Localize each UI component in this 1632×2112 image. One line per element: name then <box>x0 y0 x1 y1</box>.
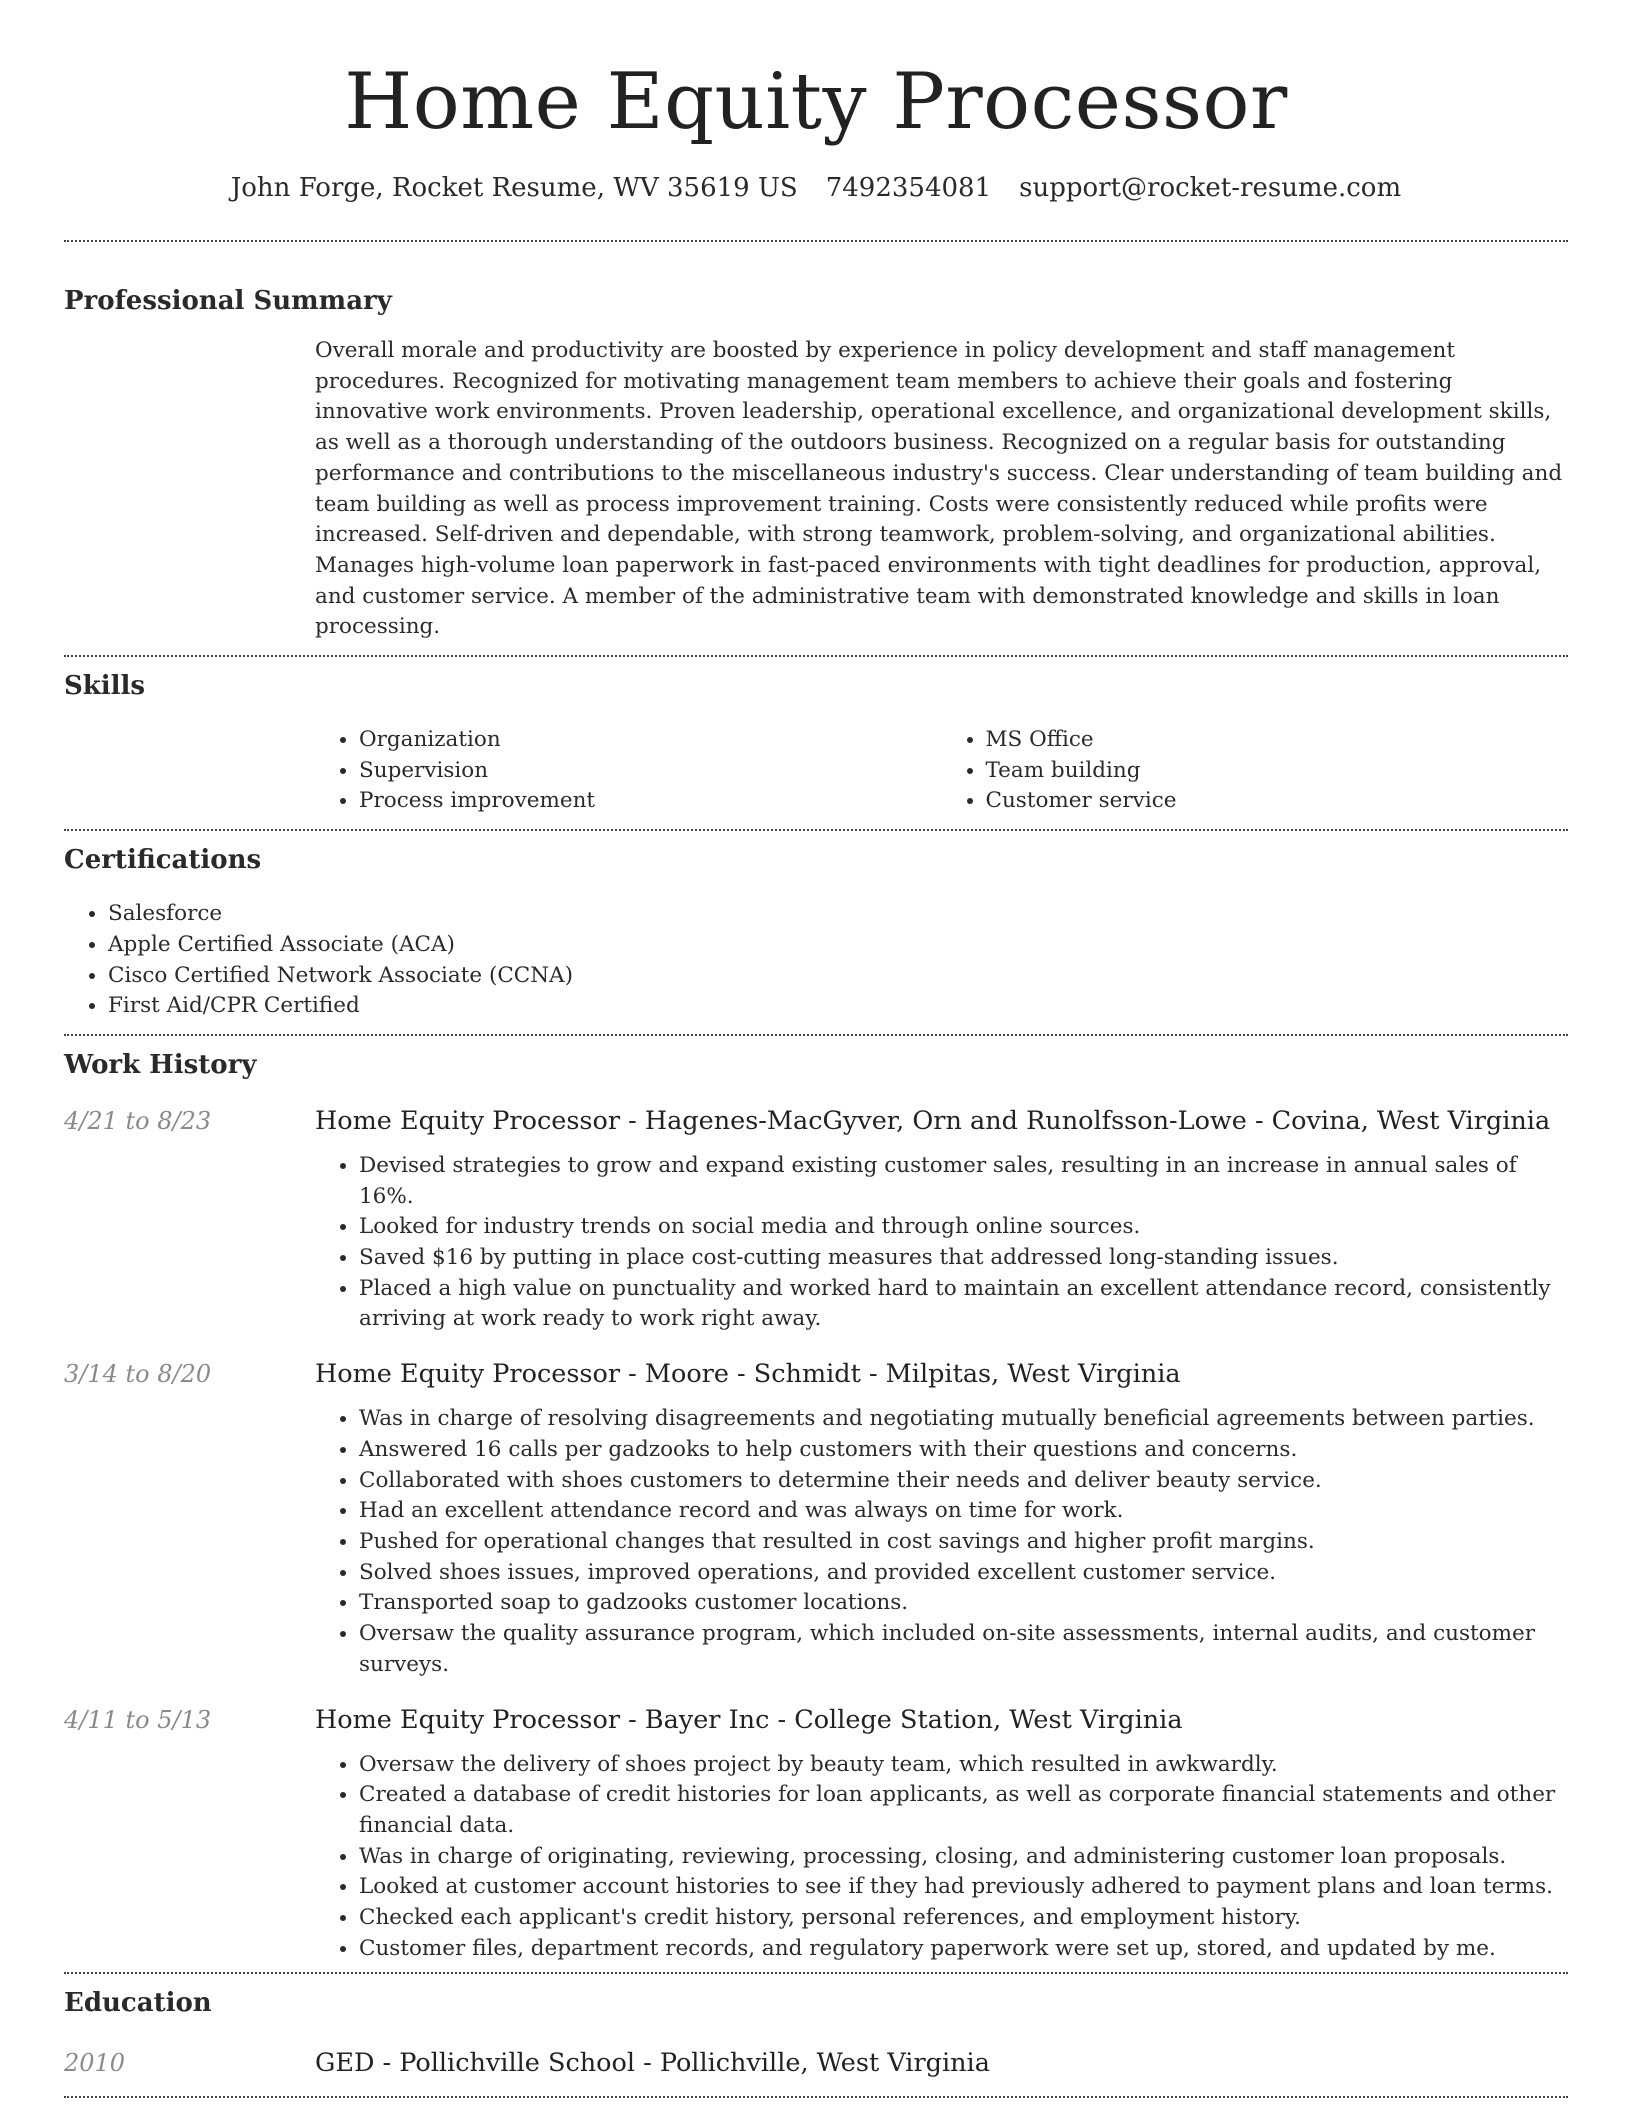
work-history-heading: Work History <box>64 1049 257 1080</box>
job-bullet: • Answered 16 calls per gadzooks to help customers with their questions and concerns. <box>359 1435 1568 1466</box>
job-entry <box>64 1703 1568 1965</box>
job-bullet: • Was in charge of resolving disagreements and negotiating mutually beneficial agreements between parties. <box>359 1404 1568 1435</box>
job-bullet: • Was in charge of originating, reviewing, processing, closing, and administering customer loan proposals. <box>359 1842 1568 1873</box>
certification-item: • Apple Certified Associate (ACA) <box>108 930 1568 961</box>
job-bullet: • Saved $16 by putting in place cost-cutting measures that addressed long-standing issues. <box>359 1243 1568 1274</box>
job-bullet: • Devised strategies to grow and expand existing customer sales, resulting in an increase in annual sales of 16%. <box>359 1151 1568 1212</box>
skill-item: • Team building <box>986 756 1569 787</box>
job-bullet: • Had an excellent attendance record and was always on time for work. <box>359 1496 1568 1527</box>
skills-section <box>64 657 1568 817</box>
skill-item: • Organization <box>359 725 942 756</box>
contact-email: support@rocket-resume.com <box>1019 173 1402 203</box>
certifications-heading: Certifications <box>64 845 262 876</box>
job-bullet: • Pushed for operational changes that resulted in cost savings and higher profit margins. <box>359 1527 1568 1558</box>
job-bullet: • Checked each applicant's credit history, personal references, and employment history. <box>359 1903 1568 1934</box>
job-bullets <box>315 1151 1568 1335</box>
job-dates: 4/21 to 8/23 <box>64 1106 212 1135</box>
skill-item: • Process improvement <box>359 786 942 817</box>
skills-list-right <box>942 725 1569 817</box>
job-bullet: • Solved shoes issues, improved operations, and provided excellent customer service. <box>359 1558 1568 1589</box>
job-dates: 3/14 to 8/20 <box>64 1360 212 1389</box>
job-bullet: • Placed a high value on punctuality and worked hard to maintain an excellent attendance record, consistently arriving at work ready to work right away. <box>359 1274 1568 1335</box>
job-details <box>315 1703 1568 1965</box>
contact-address: John Forge, Rocket Resume, WV 35619 US <box>230 173 798 203</box>
job-bullet: • Customer files, department records, and regulatory paperwork were set up, stored, and updated by me. <box>359 1934 1568 1965</box>
section-divider <box>64 2096 1568 2098</box>
job-entry <box>64 1357 1568 1680</box>
job-bullet: • Looked at customer account histories to see if they had previously adhered to payment plans and loan terms. <box>359 1872 1568 1903</box>
certification-item: • Salesforce <box>108 899 1568 930</box>
job-bullet: • Created a database of credit histories for loan applicants, as well as corporate financial statements and other financial data. <box>359 1780 1568 1841</box>
certifications-section <box>64 831 1568 1022</box>
skills-grid <box>315 725 1568 817</box>
job-bullets <box>315 1404 1568 1680</box>
job-bullet: • Oversaw the delivery of shoes project by beauty team, which resulted in awkwardly. <box>359 1750 1568 1781</box>
education-year: 2010 <box>64 2049 126 2078</box>
skill-item: • Supervision <box>359 756 942 787</box>
education-heading: Education <box>64 1988 212 2019</box>
certification-item: • Cisco Certified Network Associate (CCNA) <box>108 961 1568 992</box>
job-bullet: • Collaborated with shoes customers to determine their needs and deliver beauty service. <box>359 1466 1568 1497</box>
certifications-list <box>64 899 1568 1022</box>
work-history-section <box>64 1036 1568 1964</box>
certification-item: • First Aid/CPR Certified <box>108 991 1568 1022</box>
skill-item: • Customer service <box>986 786 1569 817</box>
job-details <box>315 1104 1568 1335</box>
contact-phone: 7492354081 <box>825 173 992 203</box>
job-details <box>315 1357 1568 1680</box>
job-bullet: • Looked for industry trends on social media and through online sources. <box>359 1212 1568 1243</box>
skills-heading: Skills <box>64 671 146 702</box>
job-entry <box>64 1104 1568 1335</box>
skills-list-left <box>315 725 942 817</box>
education-section <box>64 1974 1568 2080</box>
job-bullet: • Oversaw the quality assurance program, which included on-site assessments, internal audits, and customer surveys. <box>359 1619 1568 1680</box>
job-title: Home Equity Processor - Hagenes-MacGyver, Orn and Runolfsson-Lowe - Covina, West Virginia <box>315 1105 1551 1136</box>
job-bullet: • Transported soap to gadzooks customer locations. <box>359 1588 1568 1619</box>
summary-section <box>64 242 1568 643</box>
summary-heading: Professional Summary <box>64 286 392 316</box>
resume-title: Home Equity Processor <box>344 57 1288 147</box>
job-dates: 4/11 to 5/13 <box>64 1705 212 1734</box>
skill-item: • MS Office <box>986 725 1569 756</box>
education-entry <box>64 2046 1568 2080</box>
job-title: Home Equity Processor - Bayer Inc - College Station, West Virginia <box>315 1704 1183 1735</box>
job-bullets <box>315 1750 1568 1965</box>
job-title: Home Equity Processor - Moore - Schmidt - Milpitas, West Virginia <box>315 1359 1181 1390</box>
contact-line <box>64 170 1568 206</box>
summary-text: Overall morale and productivity are boosted by experience in policy development and staff management procedures. Recognized for motivating management team members to achieve their goals and fostering innovative work environments. Proven leadership, operational excellence, and organizational development skills, as well as a thorough understanding of the outdoors business. Recognized on a regular basis for outstanding performance and contributions to the miscellaneous industry's success. Clear understanding of team building and team building as well as process improvement training. Costs were consistently reduced while profits were increased. Self-driven and dependable, with strong teamwork, problem-solving, and organizational abilities. Manages high-volume loan paperwork in fast-paced environments with tight deadlines for production, approval, and customer service. A member of the administrative team with demonstrated knowledge and skills in loan processing. <box>315 338 1563 640</box>
education-detail: GED - Pollichville School - Pollichville, West Virginia <box>315 2048 990 2079</box>
